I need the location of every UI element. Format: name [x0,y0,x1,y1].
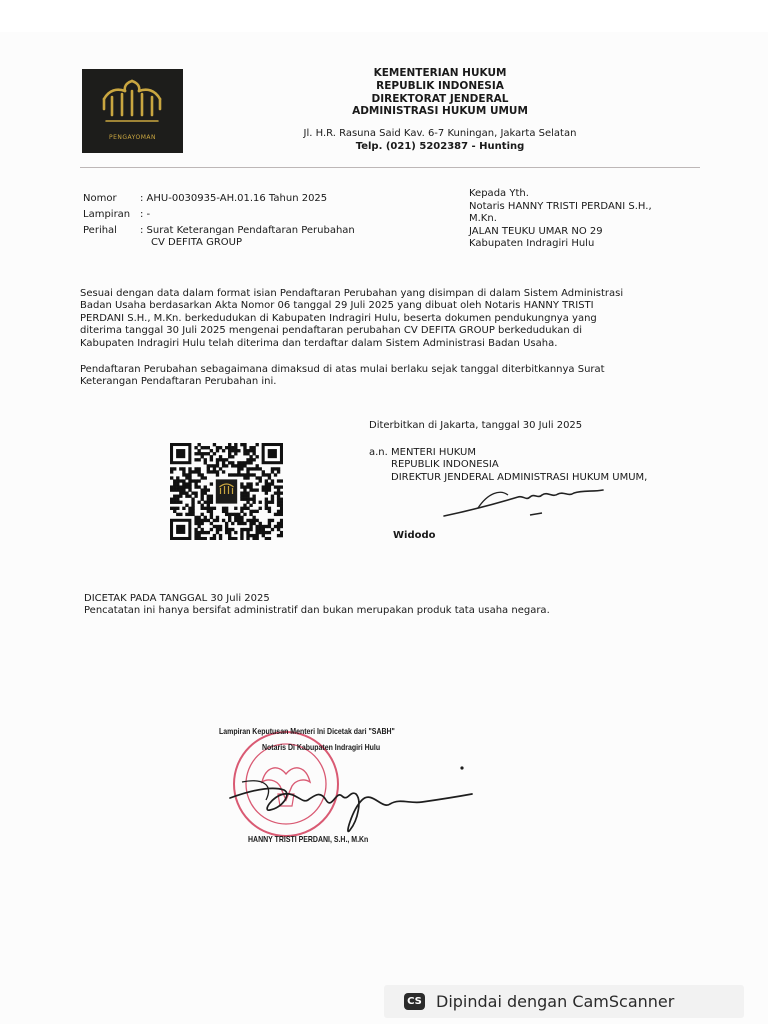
issued-place-date: Diterbitkan di Jakarta, tanggal 30 Juli 2025 [369,420,583,431]
body-line: Badan Usaha berdasarkan Akta Nomor 06 tanggal 29 Juli 2025 yang dibuat oleh Notaris HANNY TRISTI [80,300,594,312]
lampiran-label: Lampiran [83,209,131,220]
qr-code [170,443,283,540]
header-directorate: DIREKTORAT JENDERAL [371,93,509,105]
body-line: diterima tanggal 30 Juli 2025 mengenai pendaftaran perubahan CV DEFITA GROUP berkedudukan di [80,325,583,337]
body-line: Pendaftaran Perubahan sebagaimana dimaksud di atas mulai berlaku sejak tanggal diterbitkannya Surat [80,364,605,375]
body-paragraph-2 [80,364,696,389]
camscanner-watermark [384,985,744,1018]
header-republic: REPUBLIK INDONESIA [376,80,504,92]
signatory-republic: REPUBLIK INDONESIA [391,459,499,470]
camscanner-icon: CS [404,993,425,1010]
perihal-label: Perihal [83,225,117,236]
nomor-label: Nomor [83,193,117,204]
perihal-value: : Surat Keterangan Pendaftaran Perubahan [140,225,355,236]
header-division: ADMINISTRASI HUKUM UMUM [352,105,528,117]
recipient-name: Notaris HANNY TRISTI PERDANI S.H., [469,201,652,212]
body-line: PERDANI S.H., M.Kn. berkedudukan di Kabupaten Indragiri Hulu, beserta dokumen pendukungnya yang [80,312,597,324]
camscanner-text: Dipindai dengan CamScanner [436,992,675,1011]
administrative-note: Pencatatan ini hanya bersifat administratif dan bukan merupakan produk tata usaha negara. [84,605,550,616]
signatory-behalf: a.n. MENTERI HUKUM [369,447,477,458]
recipient-title: M.Kn. [469,213,497,224]
body-line: Sesuai dengan data dalam format isian Pendaftaran Perubahan yang disimpan di dalam Sistem Administrasi [80,288,624,299]
body-line: Keterangan Pendaftaran Perubahan ini. [80,376,277,388]
stamp-notary-location: Notaris Di Kabupaten Indragiri Hulu [262,742,381,752]
stamp-header: Lampiran Keputusan Menteri Ini Dicetak dari "SABH" [219,726,395,736]
body-line: Kabupaten Indragiri Hulu telah diterima dan terdaftar dalam Sistem Administrasi Badan Usaha. [80,337,558,349]
director-signature [438,483,618,523]
header-address: Jl. H.R. Rasuna Said Kav. 6-7 Kuningan, Jakarta Selatan [303,128,577,139]
body-paragraph-1 [80,288,696,350]
document-page [0,32,768,1024]
recipient-street: JALAN TEUKU UMAR NO 29 [469,226,603,237]
notary-name: HANNY TRISTI PERDANI, S.H., M.Kn [248,834,369,844]
pengayoman-logo [82,69,183,153]
lampiran-value: : - [140,209,151,220]
logo-text: PENGAYOMAN [108,134,156,141]
header-divider [80,167,700,168]
recipient-greeting: Kepada Yth. [469,188,529,199]
nomor-value: : AHU-0030935-AH.01.16 Tahun 2025 [140,193,328,204]
perihal-company: CV DEFITA GROUP [151,237,242,248]
qr-center-logo [216,479,237,503]
header-phone: Telp. (021) 5202387 - Hunting [355,141,525,152]
recipient-city: Kabupaten Indragiri Hulu [469,238,595,249]
signatory-name: Widodo [393,530,436,541]
printed-date: DICETAK PADA TANGGAL 30 Juli 2025 [84,593,270,604]
header-ministry: KEMENTERIAN HUKUM [373,67,507,79]
signatory-position: DIREKTUR JENDERAL ADMINISTRASI HUKUM UMUM, [391,472,648,483]
